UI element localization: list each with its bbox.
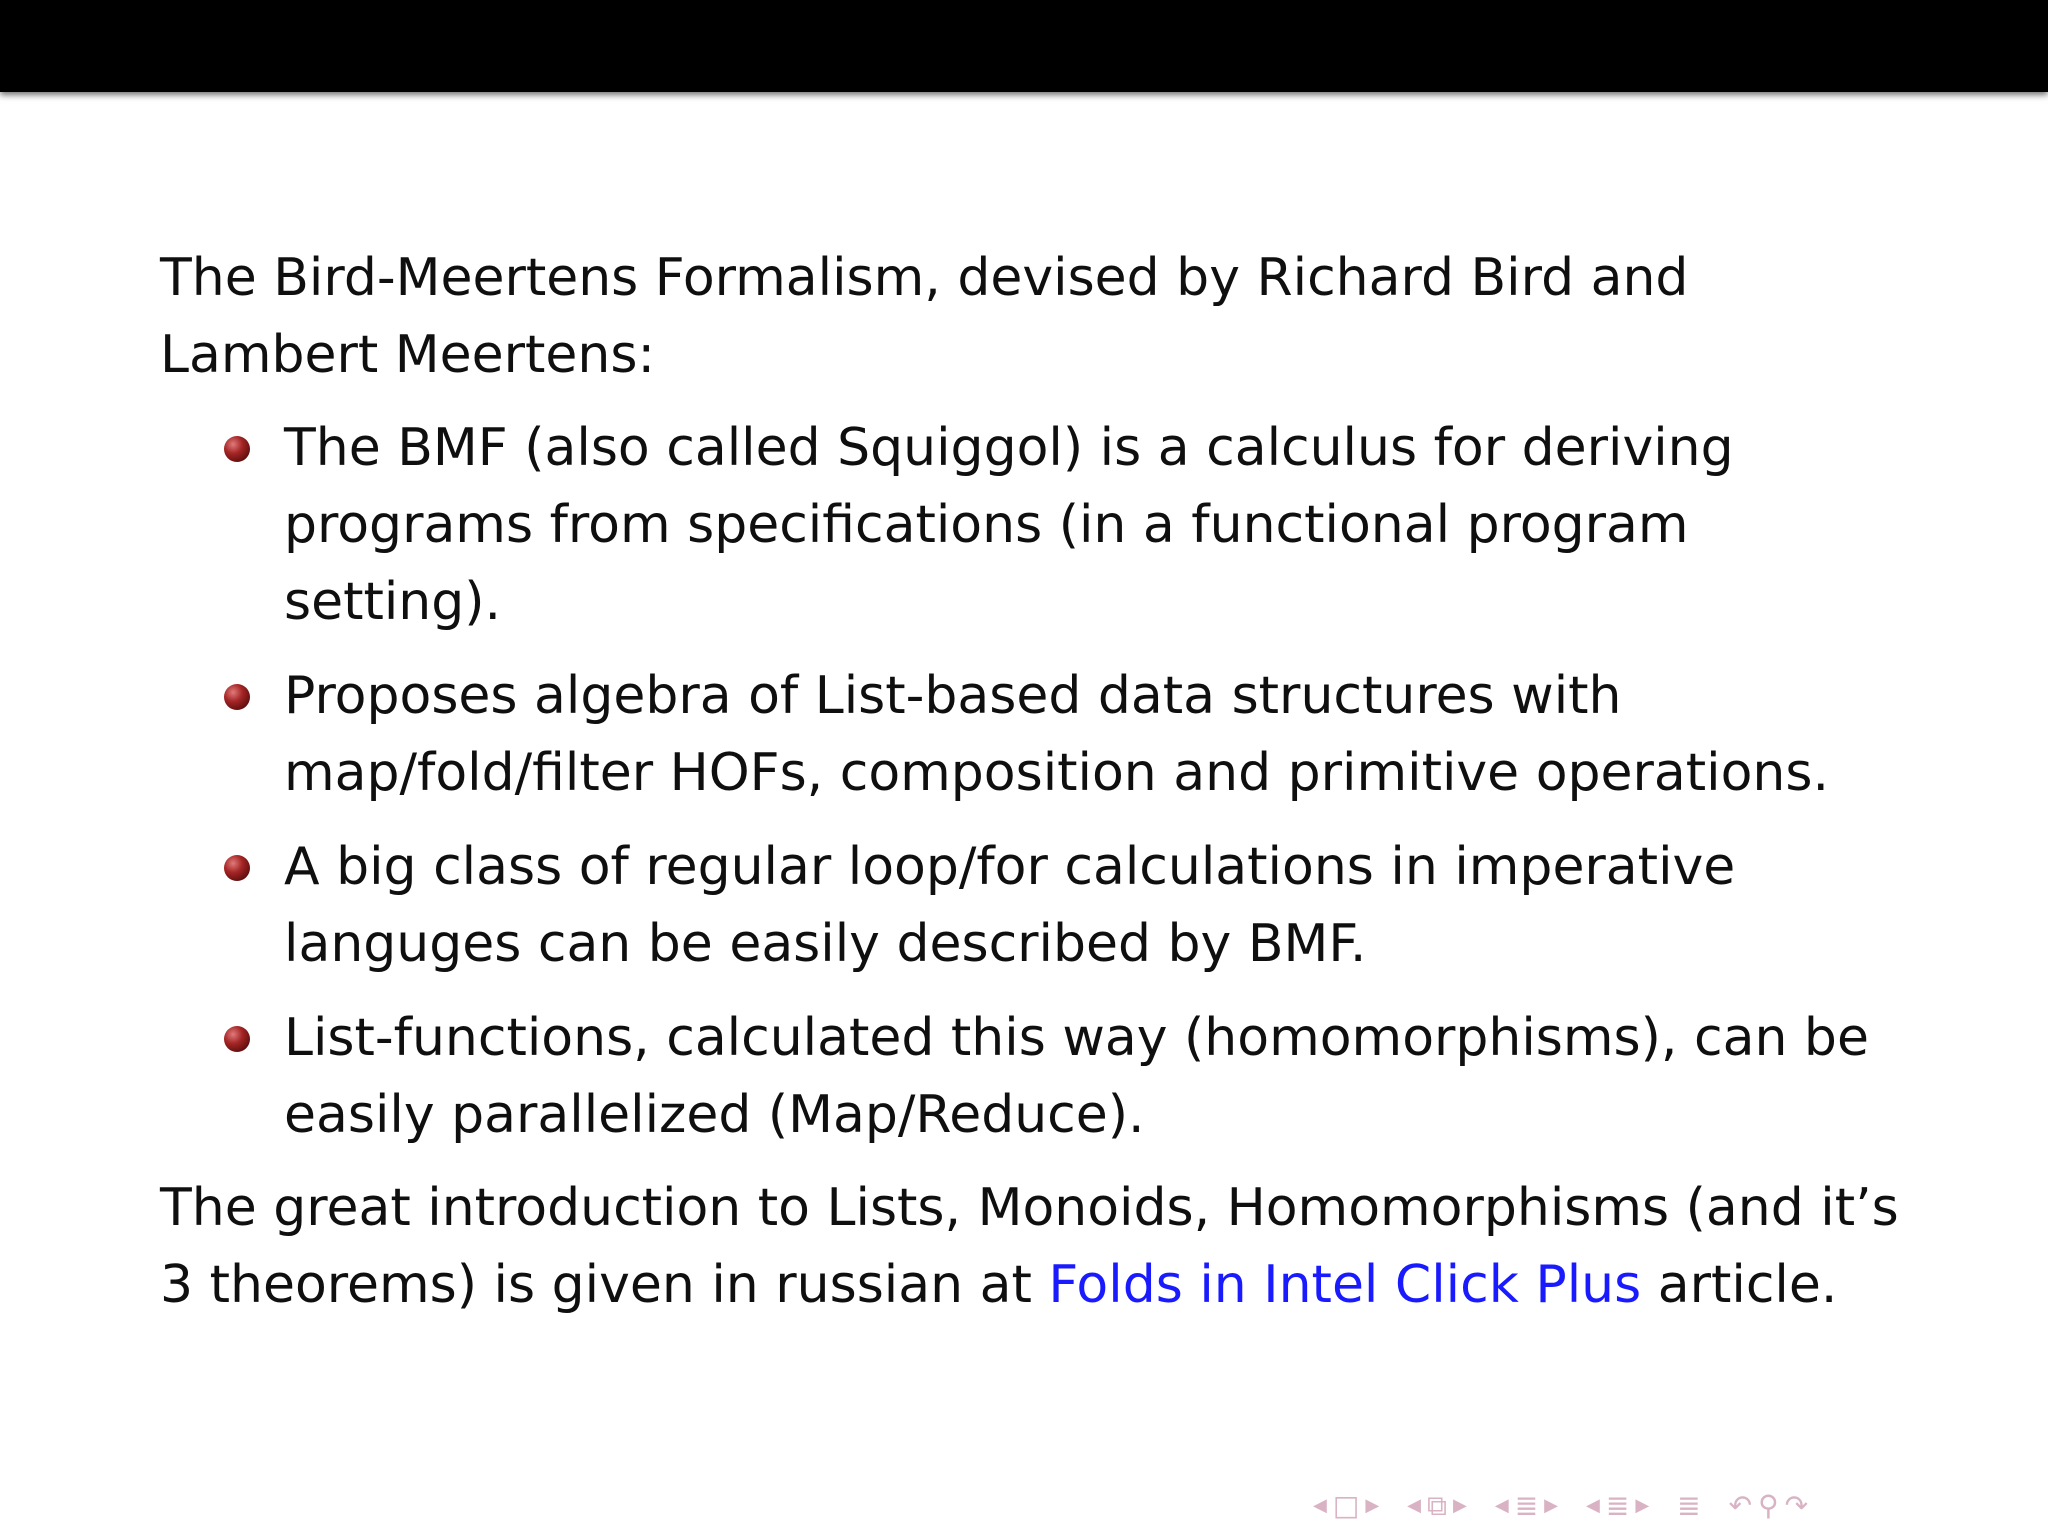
part-icon[interactable]: ≣ bbox=[1605, 1489, 1630, 1522]
intro-paragraph: The Bird-Meertens Formalism, devised by Richard Bird and Lambert Meertens: bbox=[160, 248, 1689, 385]
subsection-nav bbox=[1404, 1491, 1470, 1521]
section-icon[interactable]: ≣ bbox=[1514, 1489, 1539, 1522]
forward-icon[interactable]: ↷ bbox=[1784, 1489, 1809, 1522]
nav-next-section-icon[interactable]: ▶ bbox=[1544, 1495, 1558, 1516]
nav-prev-frame-icon[interactable]: ◀ bbox=[1313, 1495, 1327, 1516]
subsection-icon[interactable]: ⧉ bbox=[1427, 1489, 1447, 1522]
nav-prev-part-icon[interactable]: ◀ bbox=[1586, 1495, 1600, 1516]
beamer-navigation-bar bbox=[1310, 1488, 2030, 1524]
bullet-icon bbox=[224, 684, 250, 710]
part-nav bbox=[1583, 1491, 1652, 1521]
section-nav bbox=[1492, 1491, 1561, 1521]
bullet-list bbox=[160, 410, 1920, 1154]
nav-prev-section-icon[interactable]: ◀ bbox=[1494, 1495, 1509, 1516]
search-icon[interactable]: ⚲ bbox=[1758, 1489, 1779, 1522]
toc-nav bbox=[1674, 1491, 1703, 1521]
frame-icon[interactable]: □ bbox=[1332, 1489, 1360, 1522]
folds-article-link[interactable]: Folds in Intel Click Plus bbox=[1048, 1255, 1642, 1315]
list-item bbox=[284, 1000, 1920, 1154]
outro-text-after: article. bbox=[1641, 1255, 1838, 1315]
slide-body bbox=[160, 240, 1920, 1324]
nav-next-frame-icon[interactable]: ▶ bbox=[1365, 1495, 1380, 1516]
nav-next-part-icon[interactable]: ▶ bbox=[1635, 1495, 1650, 1516]
outro-text-before: The great introduction to Lists, Monoids, Homomorphisms (and it’s 3 theorems) is given in russian at bbox=[160, 1178, 1899, 1315]
list-item bbox=[284, 829, 1920, 983]
nav-prev-subsection-icon[interactable]: ◀ bbox=[1407, 1495, 1421, 1516]
bullet-text: List-functions, calculated this way (homomorphisms), can be easily parallelized (Map/Reduce). bbox=[284, 1008, 1869, 1145]
bullet-text: The BMF (also called Squiggol) is a calculus for deriving programs from specifications (in a functional program setting). bbox=[284, 418, 1734, 632]
nav-next-subsection-icon[interactable]: ▶ bbox=[1453, 1495, 1467, 1516]
slide-header-bar bbox=[0, 0, 2048, 92]
list-item bbox=[284, 410, 1920, 641]
bullet-text: A big class of regular loop/for calculations in imperative languges can be easily described by BMF. bbox=[284, 837, 1736, 974]
bullet-text: Proposes algebra of List-based data structures with map/fold/filter HOFs, composition and primitive operations. bbox=[284, 666, 1829, 803]
bullet-icon bbox=[224, 855, 250, 881]
toc-icon[interactable]: ≣ bbox=[1677, 1489, 1701, 1522]
frame-nav bbox=[1310, 1491, 1382, 1521]
outro-paragraph bbox=[160, 1170, 1920, 1324]
bullet-icon bbox=[224, 436, 250, 462]
list-item bbox=[284, 658, 1920, 812]
history-nav bbox=[1726, 1491, 1811, 1521]
back-icon[interactable]: ↶ bbox=[1728, 1489, 1753, 1522]
bullet-icon bbox=[224, 1026, 250, 1052]
